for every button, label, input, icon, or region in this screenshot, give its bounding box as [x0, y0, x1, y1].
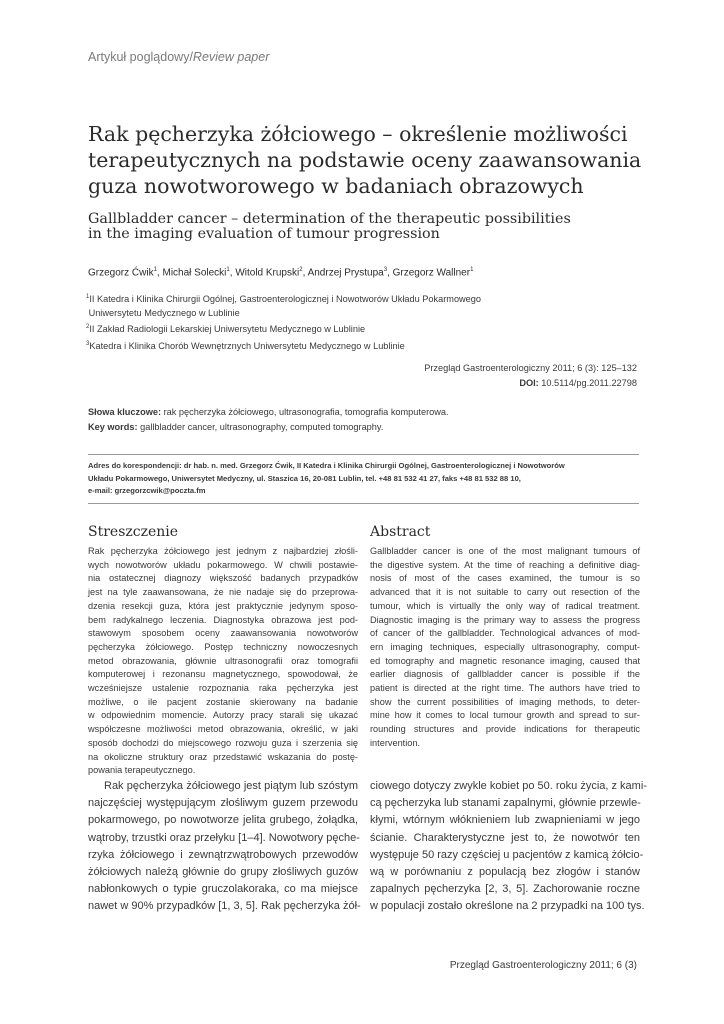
- body-text-right: [370, 778, 647, 916]
- abstract-line: nia ostatecznej diagnozy większość badanych przypadków: [88, 573, 358, 584]
- keywords-block: [88, 405, 449, 435]
- body-line: Rak pęcherzyka żółciowego jest piątym lub szóstym: [104, 780, 358, 792]
- correspondence-address: [88, 460, 640, 498]
- abstract-line: show the current possibilities of imaging methods, to deter-: [370, 696, 640, 707]
- abstract-en-text: [370, 545, 640, 751]
- author-name: Michał Solecki: [162, 267, 227, 279]
- keywords-pl-text: rak pęcherzyka żółciowego, ultrasonografia, tomografia komputerowa.: [163, 407, 449, 417]
- body-line: nabłonkowych o typie gruczolakoraka, co ma miejsce: [88, 883, 358, 896]
- title-pl-line: terapeutycznych na podstawie oceny zaawansowania: [88, 148, 642, 172]
- abstract-en-heading: Abstract: [370, 524, 431, 540]
- body-line: nawet w 90% przypadków [1, 3, 5]. Rak pęcherzyka żół-: [88, 900, 361, 913]
- article-type-label: [88, 50, 269, 64]
- keywords-en: [88, 420, 449, 435]
- abstract-line: współczesne możliwości metod obrazowania, określić, w jaki: [88, 724, 358, 735]
- doi-link[interactable]: 10.5114/pg.2011.22798: [541, 378, 637, 388]
- body-line: występuje 50 razy częściej u pacjentów z kamicą żółcio-: [370, 848, 644, 861]
- affiliation-number: 3: [86, 340, 90, 347]
- body-line: wą w porównaniu z populacją bez złogów i stanów: [370, 866, 640, 879]
- correspondence-email[interactable]: e-mail: grzegorzcwik@poczta.fm: [88, 486, 206, 495]
- abstract-line: ern imaging techniques, especially ultrasonography, comput-: [370, 641, 640, 652]
- abstract-line: advanced that it is not suitable to carry out resection of the: [370, 587, 640, 598]
- abstract-line: patient is directed at the right time. The authors have tried to: [370, 683, 640, 694]
- divider-bottom: [88, 503, 639, 504]
- abstract-pl-heading: Streszczenie: [88, 524, 179, 540]
- title-english: [88, 212, 658, 242]
- affiliation-1-cont: [86, 306, 481, 320]
- body-line: pokarmowego, po nowotworze jelita grubego, żołądka,: [88, 814, 358, 827]
- body-line: ścianie. Charakterystyczne jest to, że nowotwór ten: [370, 831, 640, 844]
- affiliation-text: Katedra i Klinika Chorób Wewnętrznych Uniwersytetu Medycznego w Lublinie: [89, 340, 405, 351]
- body-line: najczęściej występującym złośliwym guzem przewodu: [88, 797, 358, 810]
- title-polish: [88, 121, 658, 199]
- abstract-line: rounding structures and provide indications for therapeutic: [370, 724, 640, 735]
- abstract-line: wcześniejsze ustalenie rozpoznania raka pęcherzyka jest: [88, 683, 358, 694]
- affiliation-text: Uniwersytetu Medycznego w Lublinie: [88, 308, 240, 319]
- doi-label: DOI:: [519, 378, 539, 388]
- abstract-line: Gallbladder cancer is one of the most malignant tumours of: [370, 546, 640, 556]
- author-name: Witold Krupski: [235, 267, 300, 279]
- affiliation-1: [86, 290, 481, 306]
- body-text-left: [88, 778, 361, 916]
- author-affil-sup: 2: [299, 267, 303, 273]
- author-name: Grzegorz Ćwik: [88, 267, 154, 279]
- abstract-line: powania terapeutycznego.: [88, 765, 196, 776]
- abstract-line: dzenia resekcji guza, która jest praktycznie jedynym sposo-: [88, 600, 358, 611]
- abstract-line: ed tomography and magnetic resonance imaging, caused that: [370, 655, 640, 666]
- abstract-line: tumour, which is virtually the only way of radical treatment.: [370, 600, 640, 611]
- body-line: wątroby, trzustki oraz przełyku [1–4]. Nowotwory pęche-: [88, 831, 360, 844]
- affiliation-number: 1: [86, 294, 90, 300]
- abstract-line: jest na tyle zaawansowana, że nie nadaje się do przeprowa-: [88, 587, 358, 598]
- title-pl-line: Rak pęcherzyka żółciowego – określenie możliwości: [88, 122, 628, 146]
- keywords-pl-label: Słowa kluczowe:: [88, 407, 162, 417]
- correspondence-line: Adres do korespondencji: dr hab. n. med. Grzegorz Ćwik, II Katedra i Klinika Chirurgii Ogólnej, Gastroenterologicznej i Nowotworów: [88, 461, 565, 470]
- abstract-line: możliwe, o ile pacjent zostanie skierowany na badanie: [88, 696, 358, 707]
- abstract-line: mine how it comes to local tumour growth and spread to sur-: [370, 710, 640, 721]
- body-line: w populacji zostało określone na 2 przypadki na 100 tys.: [370, 900, 645, 913]
- abstract-line: metod obrazowania, głównie ultrasonografii oraz tomografii: [88, 655, 358, 666]
- body-line: cą pęcherzyka lub stanami zapalnymi, głównie przewle-: [370, 797, 641, 810]
- abstract-line: the digestive system. At the time of reaching a definitive diag-: [370, 559, 640, 570]
- title-en-line: in the imaging evaluation of tumour progression: [88, 226, 440, 242]
- author-affil-sup: 1: [226, 267, 230, 273]
- body-line: żółciowych należą głównie do grupy złośliwych guzów: [88, 866, 358, 879]
- abstract-pl-text: [88, 545, 358, 778]
- abstract-line: komputerowej i rezonansu magnetycznego, spowodował, że: [88, 669, 358, 680]
- journal-citation: Przegląd Gastroenterologiczny 2011; 6 (3): 125–132: [424, 363, 637, 373]
- abstract-line: earlier diagnosis of gallbladder cancer is possible if the: [370, 669, 640, 680]
- author-affil-sup: 1: [153, 267, 157, 273]
- body-line: rzyka żółciowego i zewnątrzwątrobowych przewodów: [88, 848, 358, 861]
- abstract-line: intervention.: [370, 737, 421, 748]
- affiliations: [86, 290, 481, 353]
- affiliation-3: [86, 337, 481, 353]
- article-type-pl: Artykuł poglądowy/: [88, 50, 193, 64]
- abstract-line: nosis of most of the cases examined, the tumour is so: [370, 573, 640, 584]
- divider-top: [88, 454, 639, 455]
- title-en-line: Gallbladder cancer – determination of the therapeutic possibilities: [88, 211, 571, 227]
- abstract-line: w odpowiednim momencie. Autorzy pracy starali się ukazać: [88, 710, 358, 721]
- page-footer: Przegląd Gastroenterologiczny 2011; 6 (3): [449, 960, 637, 971]
- affiliation-2: [86, 320, 481, 336]
- abstract-line: Diagnostic imaging is the primary way to assess the progress: [370, 614, 640, 625]
- affiliation-text: II Zakład Radiologii Lekarskiej Uniwersytetu Medycznego w Lublinie: [89, 324, 366, 335]
- title-pl-line: guza nowotworowego w badaniach obrazowych: [88, 174, 584, 198]
- journal-reference: [424, 361, 637, 391]
- affiliation-number: 2: [86, 324, 90, 331]
- body-line: zapalnych pęcherzyka [2, 3, 5]. Zachorowanie roczne: [370, 883, 640, 896]
- abstract-line: Rak pęcherzyka żółciowego jest jednym z najbardziej złośli-: [88, 546, 358, 556]
- abstract-line: of cancer of the gallbladder. Technological advances of mod-: [370, 628, 640, 639]
- body-line: ciowego dotyczy zwykle kobiet po 50. roku życia, z kami-: [370, 780, 647, 792]
- author-affil-sup: 1: [470, 267, 474, 273]
- keywords-pl: [88, 405, 449, 420]
- author-name: Grzegorz Wallner: [392, 267, 471, 279]
- author-name: Andrzej Prystupa: [307, 267, 384, 279]
- keywords-en-label: Key words:: [88, 422, 138, 432]
- abstract-line: sposób dochodzi do miejscowego rozwoju guza i szerzenia się: [88, 737, 358, 748]
- abstract-line: pęcherzyka żółciowego. Postęp techniczny nowoczesnych: [88, 641, 358, 652]
- abstract-line: bem radykalnego leczenia. Diagnostyka obrazowa jest pod-: [88, 614, 358, 625]
- abstract-line: wych nowotworów układu pokarmowego. W chwili postawie-: [88, 559, 358, 570]
- keywords-en-text: gallbladder cancer, ultrasonography, computed tomography.: [140, 422, 384, 432]
- doi-line: [424, 376, 637, 391]
- abstract-line: stawowym sposobem oceny zaawansowania nowotworów: [88, 628, 358, 639]
- correspondence-line: Układu Pokarmowego, Uniwersytet Medyczny, ul. Staszica 16, 20-081 Lublin, tel. +48 81 532 41 27, faks +48 81 532 88 10,: [88, 473, 521, 483]
- author-list: Grzegorz Ćwik$^1$, Michał Solecki$^1$, Witold Krupski$^2$, Andrzej Prystupa$^3$, Grzegorz Wallner$^1$: [88, 267, 474, 279]
- abstract-line: na okoliczne struktury oraz przedstawić wskazania do postę-: [88, 751, 358, 762]
- article-type-en: Review paper: [192, 50, 270, 64]
- author-affil-sup: 3: [383, 267, 388, 273]
- body-line: kłymi, wtórnym włóknieniem lub zwapnieniami w jego: [370, 814, 640, 827]
- affiliation-text: II Katedra i Klinika Chirurgii Ogólnej, Gastroenterologicznej i Nowotworów Układu Pokarmowego: [89, 294, 482, 305]
